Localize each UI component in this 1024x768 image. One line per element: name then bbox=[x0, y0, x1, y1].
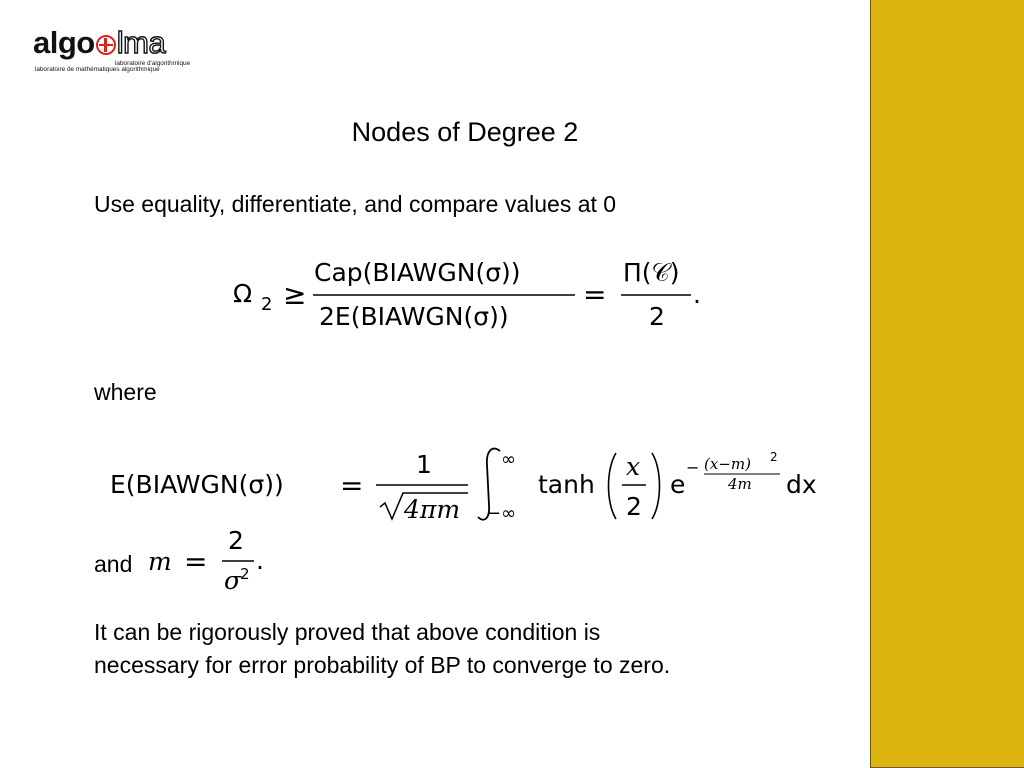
eq1-frac2-den: 2 bbox=[649, 302, 665, 331]
eq2-exp-pow: 2 bbox=[770, 450, 778, 464]
intro-text: Use equality, differentiate, and compare values at 0 bbox=[94, 191, 617, 217]
eq3-num: 2 bbox=[228, 526, 244, 555]
sidebar-band bbox=[870, 0, 1024, 768]
eq2-exp-base: e bbox=[670, 470, 686, 499]
equation-omega2-bound bbox=[225, 255, 715, 335]
logo-algo-text: algo bbox=[33, 25, 95, 60]
conclusion-line-2: necessary for error probability of BP to converge to zero. bbox=[94, 652, 671, 678]
and-text: and bbox=[94, 551, 133, 577]
eq2-frac-num: 1 bbox=[416, 450, 432, 479]
eq1-frac1-num: Cap(BIAWGN(σ)) bbox=[314, 258, 521, 287]
eq2-tanh: tanh bbox=[538, 470, 595, 499]
where-text: where bbox=[94, 379, 157, 405]
eq2-left-paren bbox=[609, 453, 617, 519]
eq2-equals: = bbox=[340, 469, 364, 502]
eq3-den-pow: 2 bbox=[240, 565, 250, 583]
logo-subtitle-2: laboratoire de mathématiques algorithmique bbox=[35, 66, 160, 73]
eq3-equals: = bbox=[184, 545, 208, 578]
eq1-frac2-num: Π(𝒞) bbox=[623, 258, 680, 287]
eq2-frac-den: 4πm bbox=[404, 495, 461, 524]
eq1-equals: = bbox=[583, 278, 607, 311]
eq1-omega-sub: 2 bbox=[261, 294, 273, 315]
eq3-den: σ bbox=[224, 566, 242, 595]
logo-wordmark bbox=[33, 26, 165, 60]
eq2-int-lower: −∞ bbox=[486, 503, 517, 524]
conclusion-line-1: It can be rigorously proved that above condition is bbox=[94, 619, 601, 645]
slide-title: Nodes of Degree 2 bbox=[351, 117, 579, 147]
eq2-paren-den: 2 bbox=[626, 492, 642, 521]
eq1-period: . bbox=[693, 280, 701, 309]
logo-subtitle-1: laboratoire d'algorithmique bbox=[115, 60, 191, 67]
algolma-logo bbox=[33, 25, 191, 76]
eq2-dx: dx bbox=[786, 470, 817, 499]
conclusion-text bbox=[94, 616, 670, 682]
eq2-exp-den: 4m bbox=[728, 475, 752, 493]
eq3-period: . bbox=[256, 546, 264, 575]
eq1-geq: ≥ bbox=[283, 278, 307, 311]
equation-m-definition bbox=[146, 525, 276, 595]
eq1-frac1-den: 2E(BIAWGN(σ)) bbox=[319, 302, 509, 331]
eq2-lhs: E(BIAWGN(σ)) bbox=[110, 470, 284, 499]
eq2-int-upper: ∞ bbox=[501, 449, 516, 470]
logo-plus-circle-icon bbox=[96, 35, 116, 55]
eq2-paren-num: x bbox=[626, 452, 641, 481]
eq2-exp-sign: − bbox=[686, 458, 700, 477]
eq1-omega: Ω bbox=[233, 279, 253, 308]
eq2-exp-num: (x−m) bbox=[704, 455, 751, 473]
equation-e-biawgn bbox=[108, 443, 828, 525]
eq2-right-paren bbox=[652, 453, 660, 519]
eq3-m: m bbox=[148, 547, 172, 576]
logo-lma-text: lma bbox=[116, 25, 166, 60]
